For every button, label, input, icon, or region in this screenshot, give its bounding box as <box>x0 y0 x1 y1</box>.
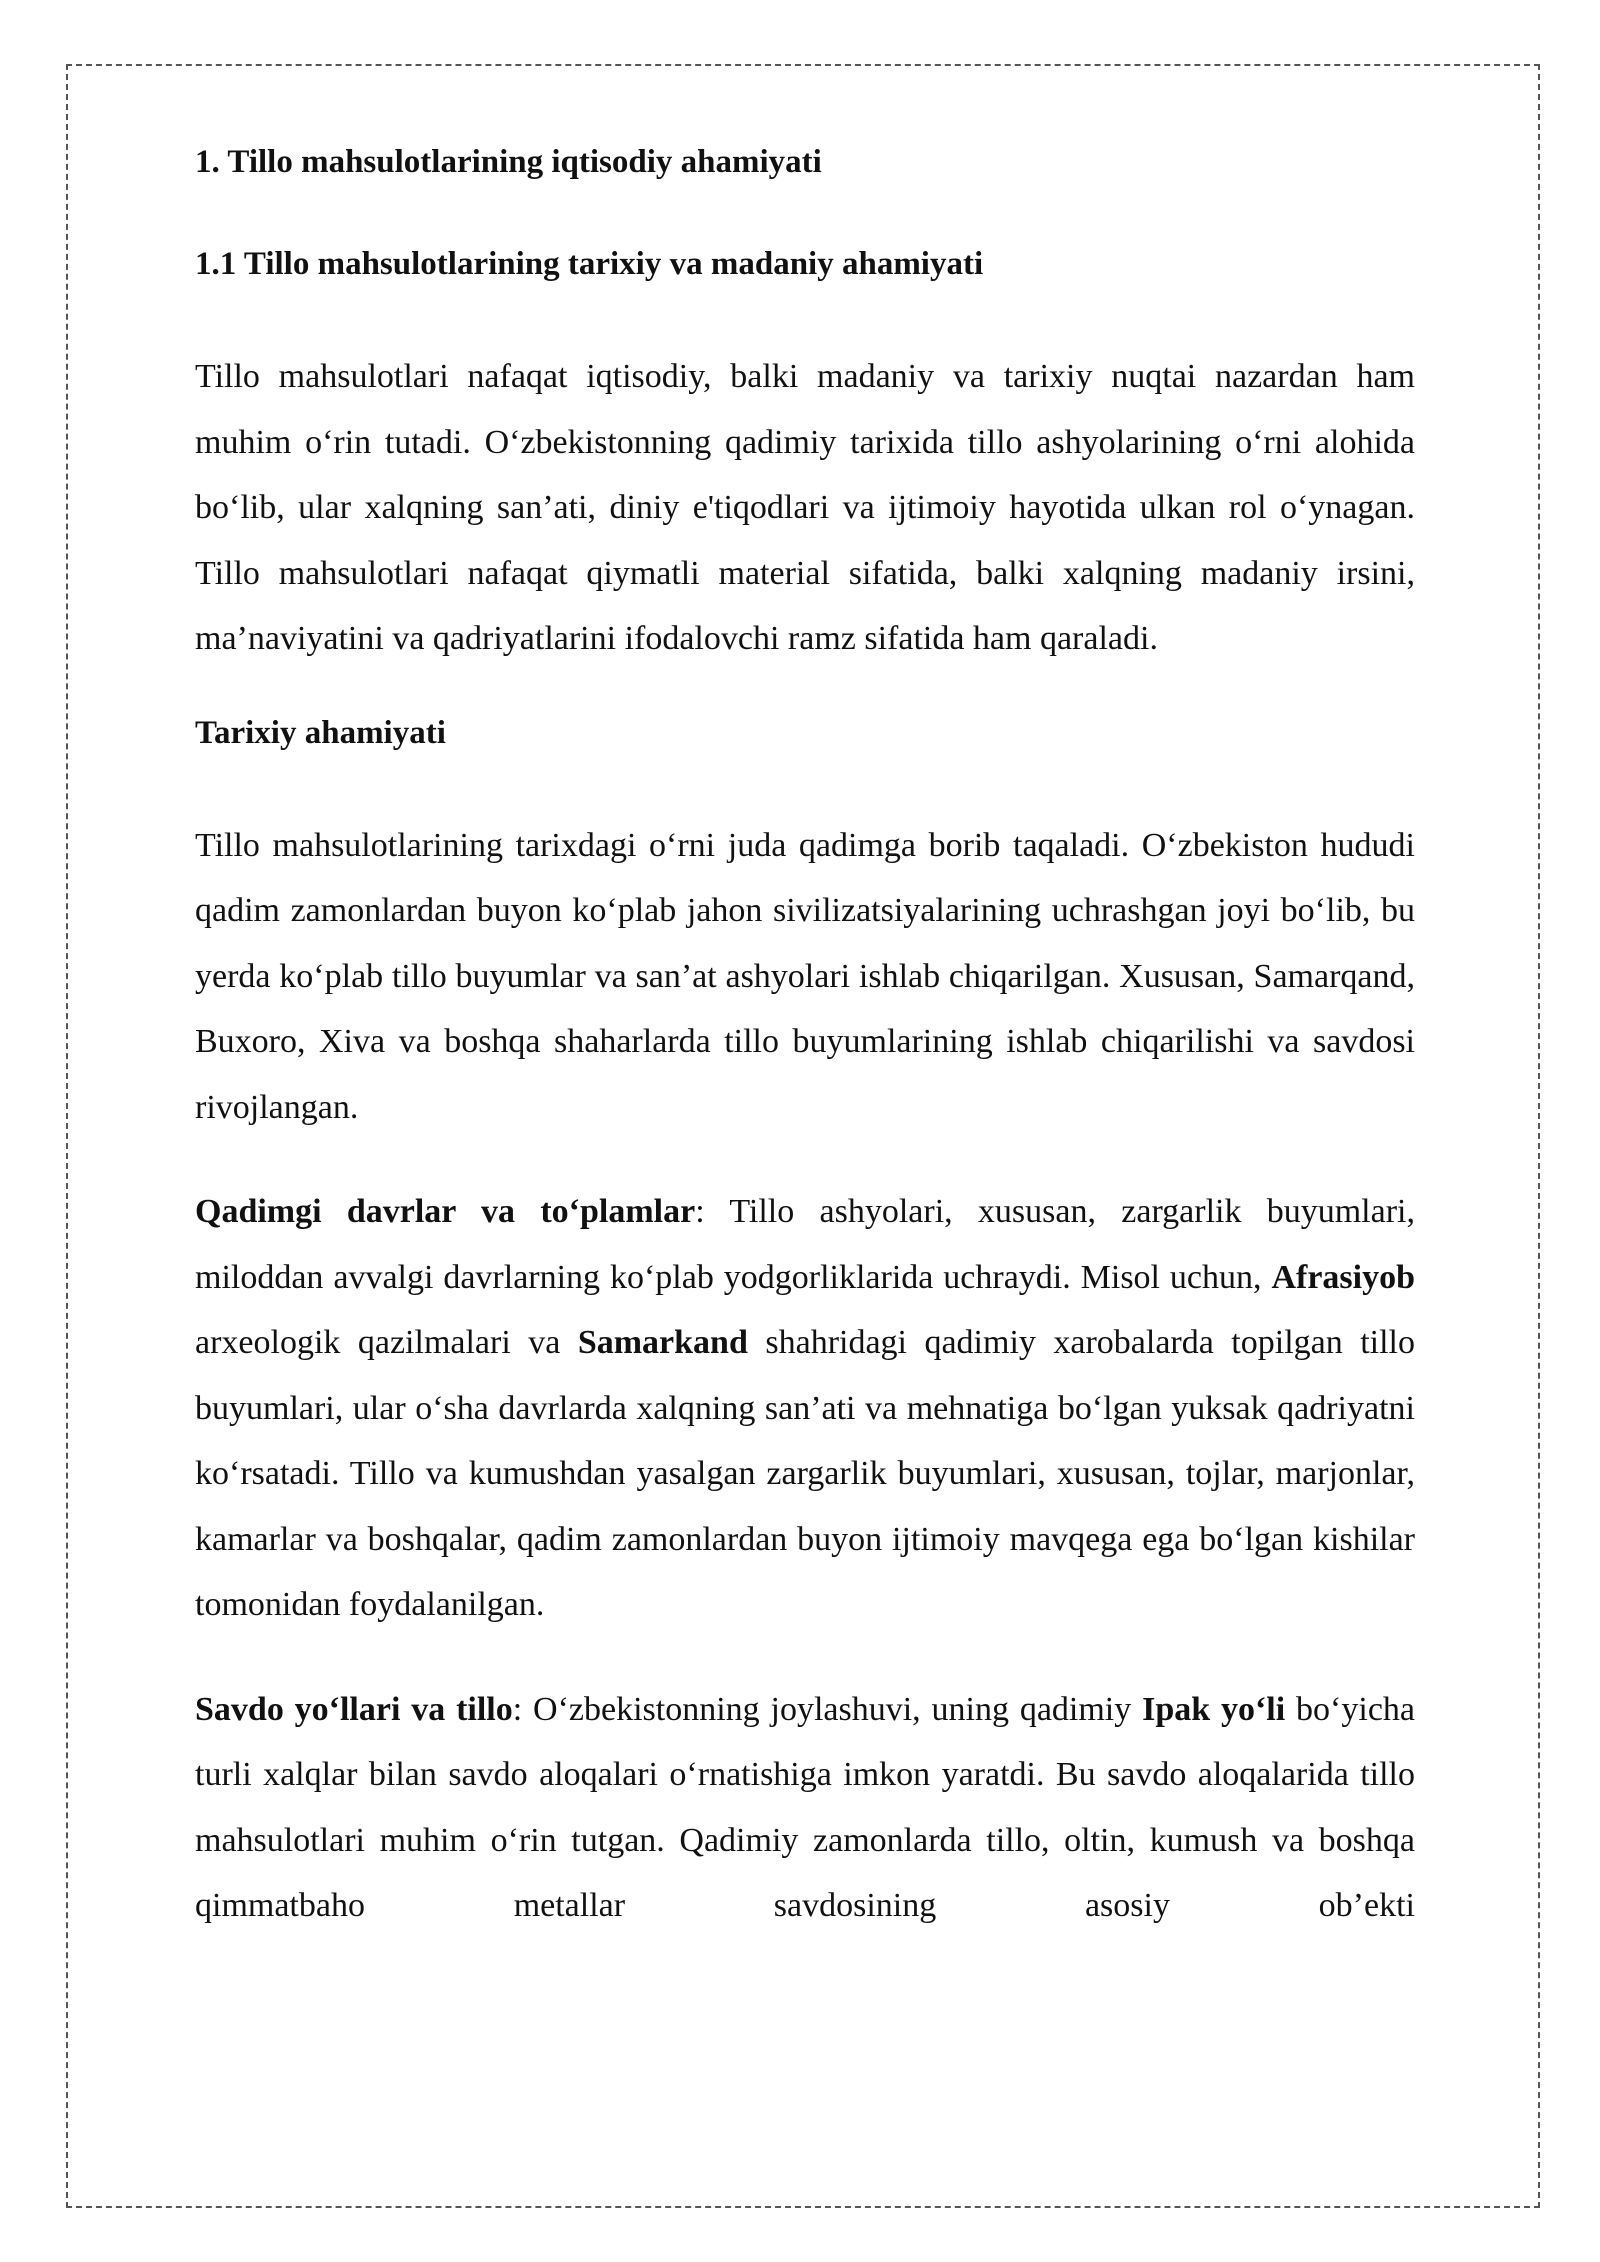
afrasiyob-term: Afrasiyob <box>1271 1258 1415 1296</box>
qadimgi-text-1: : Tillo ashyolari, xususan, zargarlik buyumlari, miloddan avvalgi davrlarning ko‘plab yodgorliklarida uchraydi. Misol uchun, <box>195 1193 1415 1296</box>
qadimgi-text-3: shahridagi qadimiy xarobalarda topilgan tillo buyumlari, ular o‘sha davrlarda xalqning san’ati va mehnatiga bo‘lgan yuksak qadriyatni ko‘rsatadi. Tillo va kumushdan yasalgan zargarlik buyumlari, xususan, tojlar, marjonlar, kamarlar va boshqalar, qadim zamonlardan buyon ijtimoiy mavqega ega bo‘lgan kishilar tomonidan foydalanilgan. <box>195 1324 1415 1623</box>
savdo-paragraph <box>195 1677 1415 1939</box>
tarixiy-heading: Tarixiy ahamiyati <box>195 714 446 751</box>
savdo-lead: Savdo yo‘llari va tillo <box>195 1690 513 1728</box>
samarkand-term: Samarkand <box>577 1324 748 1361</box>
qadimgi-lead: Qadimgi davrlar va to‘plamlar <box>195 1193 696 1230</box>
subsection-heading: 1.1 Tillo mahsulotlarining tarixiy va madaniy ahamiyati <box>195 246 984 282</box>
qadimgi-paragraph <box>195 1179 1415 1638</box>
qadimgi-text-2: arxeologik qazilmalari va <box>195 1324 578 1361</box>
intro-paragraph: Tillo mahsulotlari nafaqat iqtisodiy, balki madaniy va tarixiy nuqtai nazardan ham muhim o‘rin tutadi. O‘zbekistonning qadimiy tarixida tillo ashyolarining o‘rni alohida bo‘lib, ular xalqning san’ati, diniy e'tiqodlari va ijtimoiy hayotida ulkan rol o‘ynagan. Tillo mahsulotlari nafaqat qiymatli material sifatida, balki xalqning madaniy irsini, ma’naviyatini va qadriyatlarini ifodalovchi ramz sifatida ham qaraladi. <box>195 358 1415 657</box>
ipak-yoli-term: Ipak yo‘li <box>1142 1690 1286 1728</box>
savdo-text-2: bo‘yicha turli xalqlar bilan savdo aloqalari o‘rnatishiga imkon yaratdi. Bu savdo aloqalarida tillo mahsulotlari muhim o‘rin tutgan. Qadimiy zamonlarda tillo, oltin, kumush va boshqa qimmatbaho metallar savdosining asosiy ob’ekti <box>195 1690 1415 1924</box>
document-body <box>195 140 1415 1939</box>
tarixiy-paragraph: Tillo mahsulotlarining tarixdagi o‘rni juda qadimga borib taqaladi. O‘zbekiston hududi qadim zamonlardan buyon ko‘plab jahon sivilizatsiyalarining uchrashgan joyi bo‘lib, bu yerda ko‘plab tillo buyumlar va san’at ashyolari ishlab chiqarilgan. Xususan, Samarqand, Buxoro, Xiva va boshqa shaharlarda tillo buyumlarining ishlab chiqarilishi va savdosi rivojlangan. <box>195 826 1415 1126</box>
savdo-text-1: : O‘zbekistonning joylashuvi, uning qadimiy <box>512 1690 1143 1728</box>
section-heading: 1. Tillo mahsulotlarining iqtisodiy ahamiyati <box>195 144 822 180</box>
